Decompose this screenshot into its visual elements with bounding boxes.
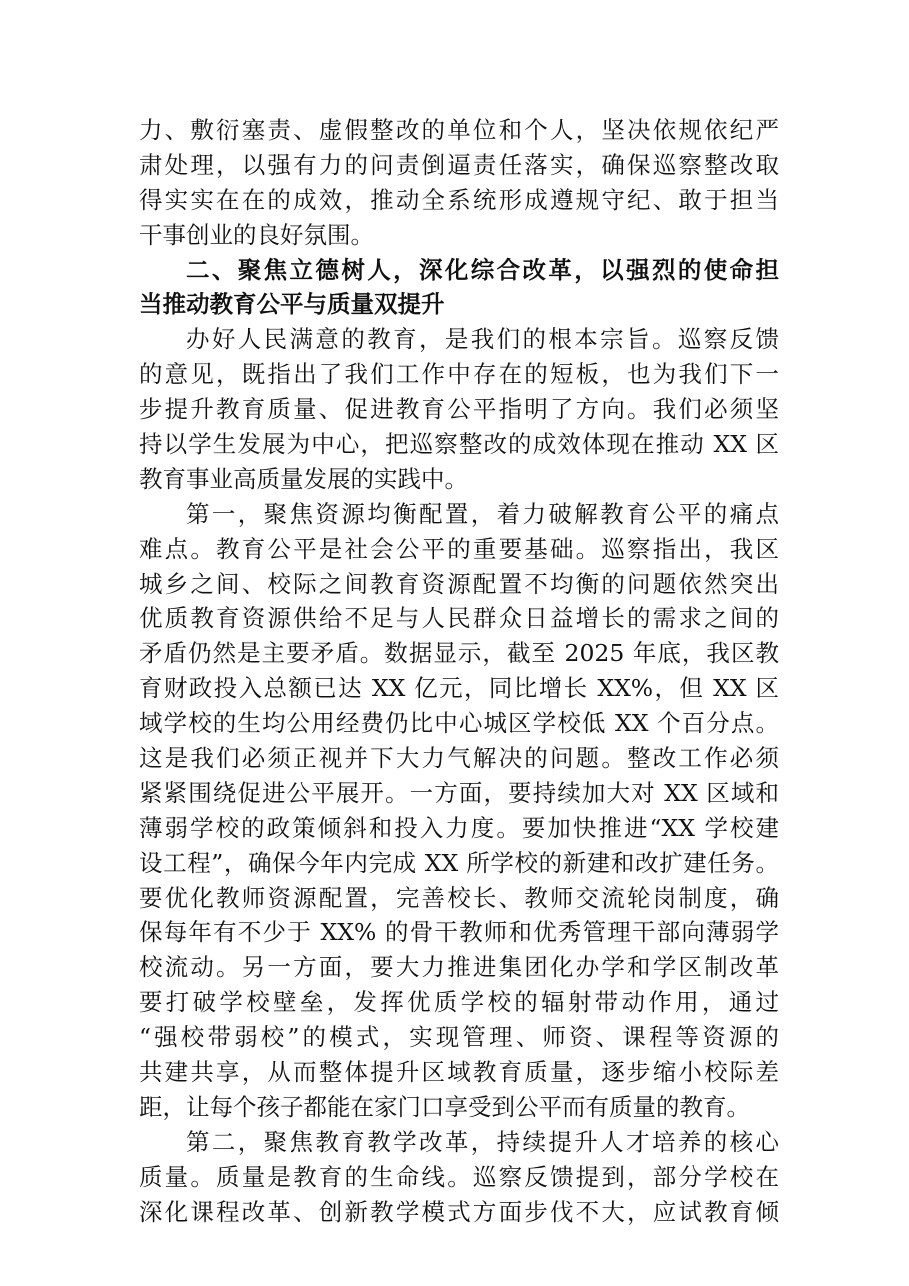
paragraph-resource-balance — [139, 497, 779, 1125]
text-line: 第一，聚焦资源均衡配置，着力破解教育公平的痛点 — [186, 499, 779, 528]
text-line: 教育事业高质量发展的实践中。 — [139, 464, 468, 493]
text-line: 域学校的生均公用经费仍比中心城区学校低 XX 个百分点。 — [139, 709, 779, 738]
paragraph-accountability-conclusion — [139, 113, 779, 253]
document-body — [139, 113, 779, 1230]
section-heading — [139, 253, 779, 323]
text-line: 薄弱学校的政策倾斜和投入力度。要加快推进“XX 学校建 — [139, 813, 779, 842]
text-line: 深化课程改革、创新教学模式方面步伐不大，应试教育倾 — [139, 1197, 779, 1226]
text-line: “强校带弱校”的模式，实现管理、师资、课程等资源的 — [139, 1023, 779, 1052]
text-line: 步提升教育质量、促进教育公平指明了方向。我们必须坚 — [139, 395, 779, 424]
text-line: 得实实在在的成效，推动全系统形成遵规守纪、敢于担当 — [139, 185, 779, 214]
text-line: 难点。教育公平是社会公平的重要基础。巡察指出，我区 — [139, 534, 779, 563]
text-line: 质量。质量是教育的生命线。巡察反馈提到，部分学校在 — [139, 1162, 779, 1191]
text-line: 要打破学校壁垒，发挥优质学校的辐射带动作用，通过 — [139, 988, 779, 1017]
text-line: 城乡之间、校际之间教育资源配置不均衡的问题依然突出 — [139, 569, 779, 598]
text-line: 优质教育资源供给不足与人民群众日益增长的需求之间的 — [139, 604, 779, 633]
text-line: 持以学生发展为中心，把巡察整改的成效体现在推动 XX 区 — [139, 430, 779, 459]
paragraph-education-purpose — [139, 322, 779, 496]
text-line: 要优化教师资源配置，完善校长、教师交流轮岗制度，确 — [139, 883, 779, 912]
text-line: 矛盾仍然是主要矛盾。数据显示，截至 2025 年底，我区教 — [139, 639, 779, 668]
text-line: 办好人民满意的教育，是我们的根本宗旨。巡察反馈 — [186, 325, 779, 354]
text-line: 育财政投入总额已达 XX 亿元，同比增长 XX%，但 XX 区 — [139, 674, 779, 703]
text-line: 干事创业的良好氛围。 — [139, 220, 374, 249]
text-line: 紧紧围绕促进公平展开。一方面，要持续加大对 XX 区域和 — [139, 778, 779, 807]
text-line: 距，让每个孩子都能在家门口享受到公平而有质量的教育。 — [139, 1092, 750, 1121]
heading-line: 二、聚焦立德树人，深化综合改革，以强烈的使命担 — [186, 255, 779, 284]
text-line: 的意见，既指出了我们工作中存在的短板，也为我们下一 — [139, 360, 779, 389]
text-line: 设工程”，确保今年内完成 XX 所学校的新建和改扩建任务。 — [139, 848, 779, 877]
text-line: 肃处理，以强有力的问责倒逼责任落实，确保巡察整改取 — [139, 150, 779, 179]
text-line: 第二，聚焦教育教学改革，持续提升人才培养的核心 — [186, 1127, 779, 1156]
text-line: 这是我们必须正视并下大力气解决的问题。整改工作必须 — [139, 744, 779, 773]
text-line: 力、敷衍塞责、虚假整改的单位和个人，坚决依规依纪严 — [139, 116, 779, 144]
paragraph-teaching-reform — [139, 1125, 779, 1230]
text-line: 校流动。另一方面，要大力推进集团化办学和学区制改革 — [139, 953, 779, 982]
text-line: 保每年有不少于 XX% 的骨干教师和优秀管理干部向薄弱学 — [139, 918, 779, 947]
heading-line: 当推动教育公平与质量双提升 — [139, 290, 445, 319]
text-line: 共建共享，从而整体提升区域教育质量，逐步缩小校际差 — [139, 1058, 779, 1087]
